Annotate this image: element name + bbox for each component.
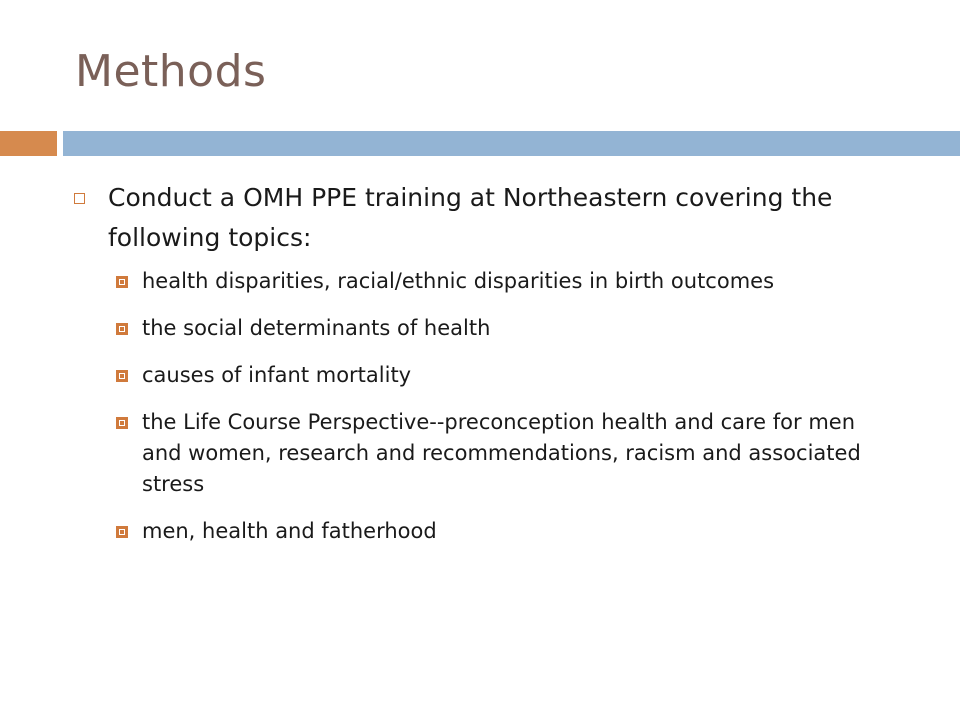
title-divider-bar xyxy=(63,131,960,156)
filled-square-bullet-icon xyxy=(116,526,128,538)
title-accent-bar xyxy=(0,131,57,156)
outlined-square-bullet-icon xyxy=(74,193,85,204)
main-bullet-item xyxy=(70,178,920,258)
slide-title: Methods xyxy=(75,46,267,97)
sub-bullet-text: men, health and fatherhood xyxy=(142,519,437,543)
sub-bullet-text: the social determinants of health xyxy=(142,316,491,340)
sub-bullet-list xyxy=(70,266,920,547)
sub-bullet-item xyxy=(70,360,920,391)
sub-bullet-item xyxy=(70,407,920,500)
sub-bullet-text: the Life Course Perspective--preconception health and care for men and women, research and recommendations, racism and associated stress xyxy=(142,410,861,496)
sub-bullet-item xyxy=(70,516,920,547)
main-bullet-text: Conduct a OMH PPE training at Northeastern covering the following topics: xyxy=(108,183,833,252)
filled-square-bullet-icon xyxy=(116,276,128,288)
slide-content xyxy=(70,178,920,563)
sub-bullet-item xyxy=(70,313,920,344)
sub-bullet-item xyxy=(70,266,920,297)
filled-square-bullet-icon xyxy=(116,417,128,429)
filled-square-bullet-icon xyxy=(116,370,128,382)
sub-bullet-text: health disparities, racial/ethnic disparities in birth outcomes xyxy=(142,269,775,293)
sub-bullet-text: causes of infant mortality xyxy=(142,363,412,387)
filled-square-bullet-icon xyxy=(116,323,128,335)
